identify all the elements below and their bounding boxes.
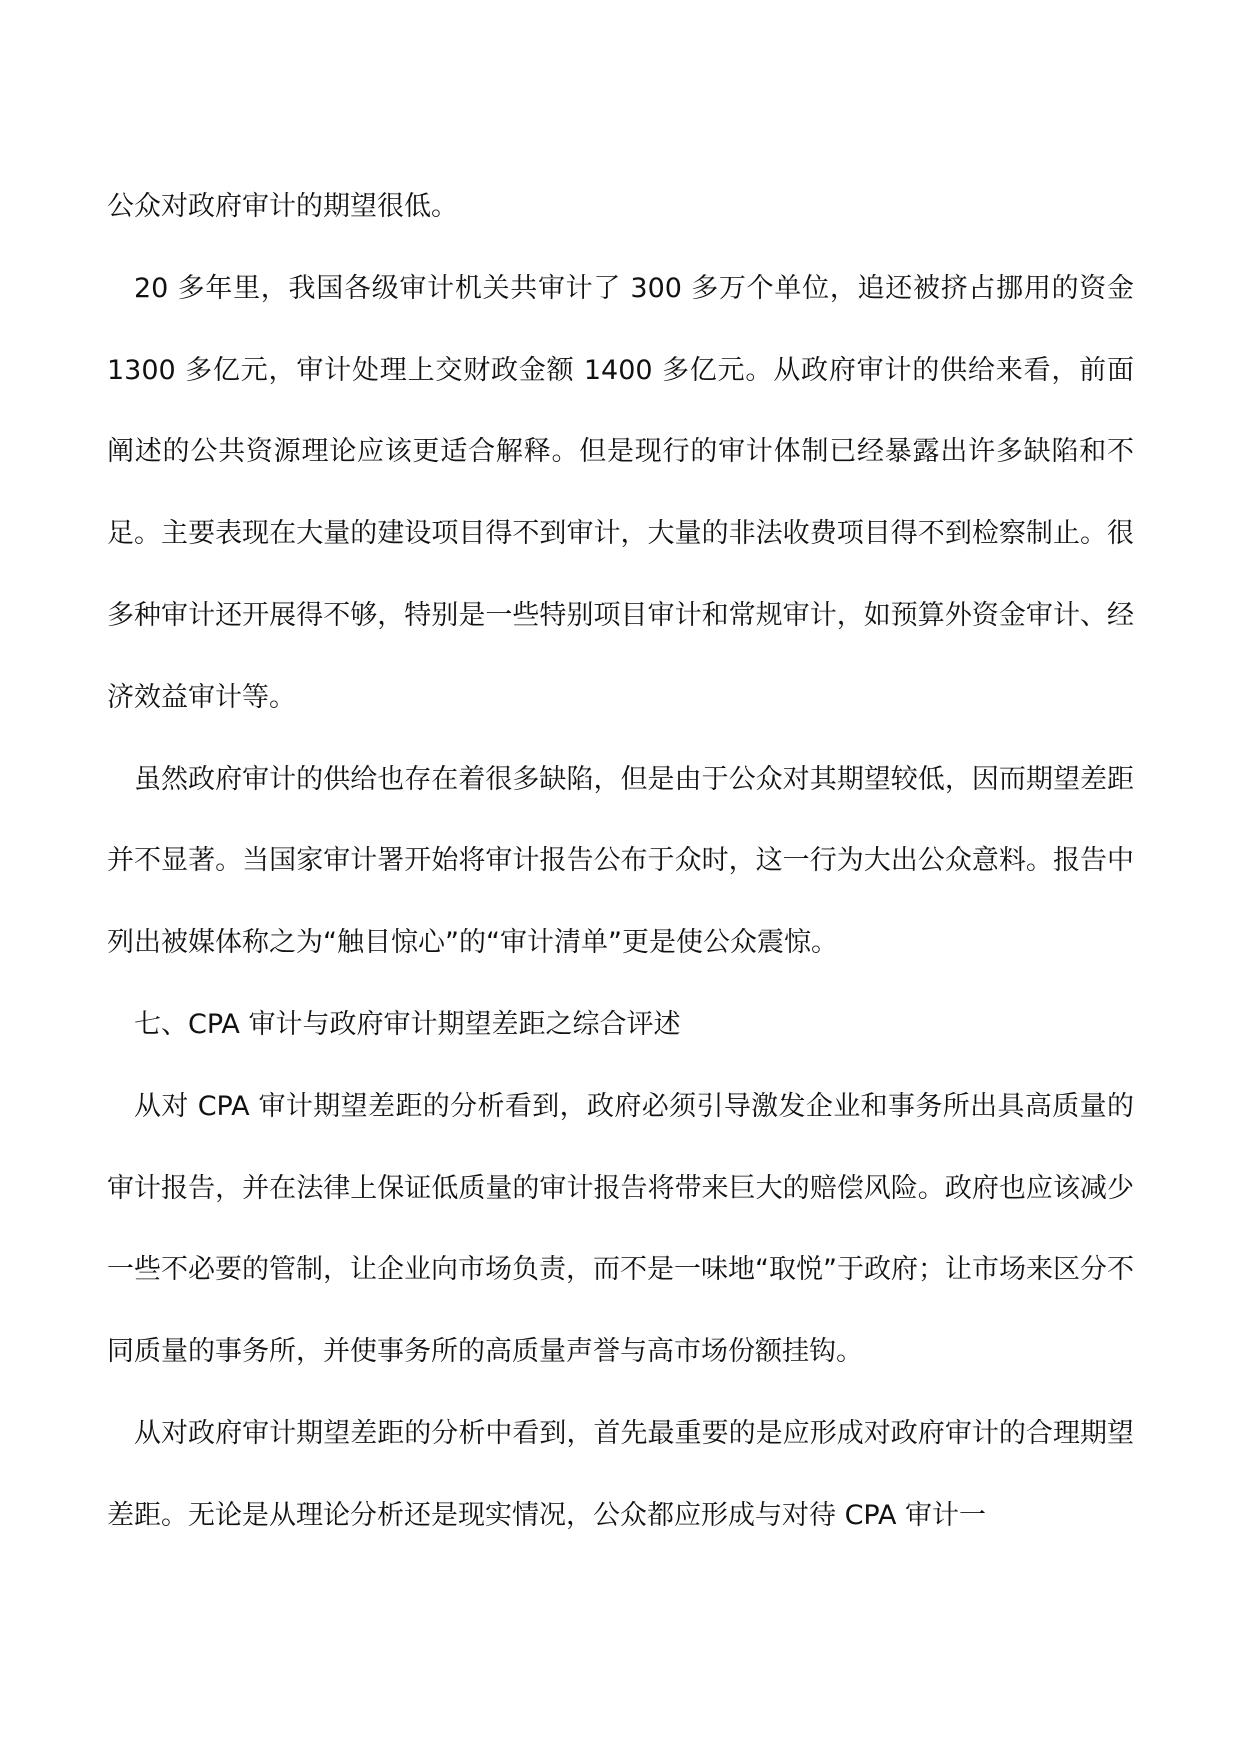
paragraph-2: 20 多年里，我国各级审计机关共审计了 300 多万个单位，追还被挤占挪用的资金 1300 多亿元，审计处理上交财政金额 1400 多亿元。从政府审计的供给来看，前面阐述的公共资源理论应该更适合解释。但是现行的审计体制已经暴露出许多缺陷和不足。主要表现在大量的建设项目得不到审计，大量的非法收费项目得不到检察制止。很多种审计还开展得不够，特别是一些特别项目审计和常规审计，如预算外资金审计、经济效益审计等。 (107, 272, 1134, 713)
paragraph-1: 公众对政府审计的期望很低。 (107, 191, 458, 222)
section-heading: 七、CPA 审计与政府审计期望差距之综合评述 (134, 1008, 681, 1040)
paragraph-4: 从对 CPA 审计期望差距的分析看到，政府必须引导激发企业和事务所出具高质量的审计报告，并在法律上保证低质量的审计报告将带来巨大的赔偿风险。政府也应该减少一些不必要的管制，让企业向市场负责，而不是一味地“取悦”于政府；让市场来区分不同质量的事务所，并使事务所的高质量声誉与高市场份额挂钩。 (107, 1090, 1134, 1368)
paragraph-5: 从对政府审计期望差距的分析中看到，首先最重要的是应形成对政府审计的合理期望差距。无论是从理论分析还是现实情况，公众都应形成与对待 CPA 审计一 (107, 1417, 1134, 1531)
document-body (107, 166, 1134, 1557)
paragraph-3: 虽然政府审计的供给也存在着很多缺陷，但是由于公众对其期望较低，因而期望差距并不显著。当国家审计署开始将审计报告公布于众时，这一行为大出公众意料。报告中列出被媒体称之为“触目惊心”的“审计清单”更是使公众震惊。 (107, 763, 1134, 959)
